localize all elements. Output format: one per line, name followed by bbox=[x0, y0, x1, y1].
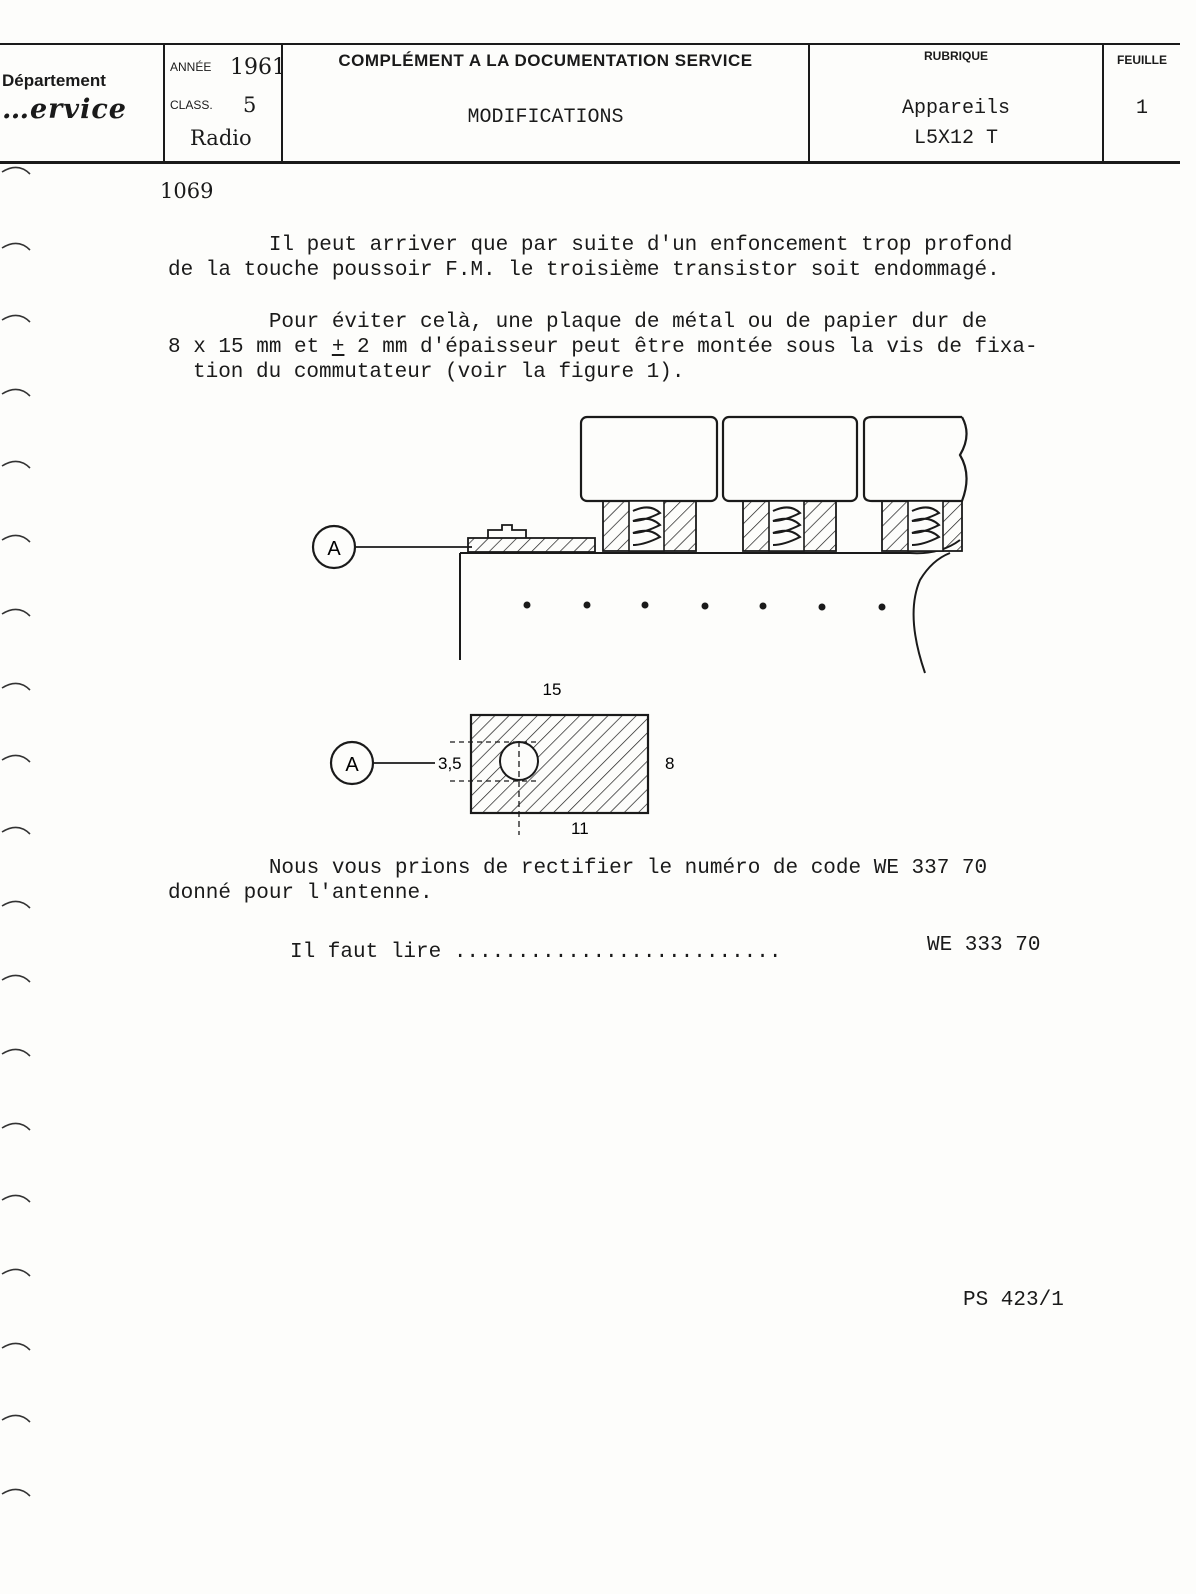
push-button-3 bbox=[864, 417, 967, 501]
footer-reference: PS 423/1 bbox=[963, 1289, 1064, 1312]
paragraph-3-line-1: Nous vous prions de rectifier le numéro de code WE 337 70 bbox=[168, 857, 988, 880]
switch-figure bbox=[300, 415, 1000, 845]
paragraph-2-line-2-start: 8 x 15 mm et bbox=[168, 336, 332, 359]
feuille-label: FEUILLE bbox=[1117, 53, 1167, 67]
dimension-height: 8 bbox=[665, 754, 675, 773]
dimension-hole-offset: 3,5 bbox=[438, 754, 462, 773]
paragraph-3-line-2: donné pour l'antenne. bbox=[168, 882, 433, 905]
push-button-2 bbox=[723, 417, 857, 501]
doc-subtitle: MODIFICATIONS bbox=[467, 106, 624, 129]
header-bottom-rule bbox=[0, 161, 1180, 164]
class-label: CLASS. bbox=[170, 98, 213, 112]
plunger-3 bbox=[882, 501, 962, 551]
plunger-1 bbox=[603, 501, 696, 551]
paragraph-2-line-1: Pour éviter celà, une plaque de métal ou de papier dur de bbox=[168, 311, 988, 334]
reference-number: 1069 bbox=[160, 179, 214, 203]
feuille-value: 1 bbox=[1135, 97, 1148, 120]
plunger-2 bbox=[743, 501, 836, 551]
correct-code-label: Il faut lire .......................... bbox=[290, 941, 782, 964]
metal-plate bbox=[468, 538, 595, 552]
rubrique-line1: Appareils bbox=[901, 97, 1011, 120]
annee-label: ANNÉE bbox=[170, 60, 212, 74]
fixing-screw bbox=[488, 525, 526, 538]
correct-code-value: WE 333 70 bbox=[927, 934, 1041, 957]
class-name: Radio bbox=[190, 126, 252, 150]
binder-tab-marks bbox=[0, 160, 40, 1560]
class-value: 5 bbox=[243, 93, 257, 117]
department-label: Département bbox=[2, 71, 106, 90]
plus-minus-sign: + bbox=[331, 336, 345, 359]
push-button-1 bbox=[581, 417, 717, 501]
plate-detail bbox=[471, 715, 648, 813]
header-top-rule bbox=[0, 43, 1180, 45]
contact-dots bbox=[524, 602, 886, 611]
header-divider bbox=[163, 43, 165, 163]
paragraph-1-line-1: Il peut arriver que par suite d'un enfoncement trop profond bbox=[168, 234, 1013, 257]
rubrique-line2: L5X12 T bbox=[913, 127, 998, 150]
annee-value: 1961 bbox=[230, 55, 286, 80]
callout-label-top: A bbox=[327, 538, 341, 560]
paragraph-2-line-2 bbox=[168, 335, 1038, 360]
paragraph-2-line-2-end: 2 mm d'épaisseur peut être montée sous la vis de fixa- bbox=[344, 336, 1038, 359]
paragraph-1-line-2: de la touche poussoir F.M. le troisième transistor soit endommagé. bbox=[168, 259, 1000, 282]
dimension-width: 15 bbox=[542, 680, 562, 699]
doc-title: COMPLÉMENT A LA DOCUMENTATION SERVICE bbox=[338, 51, 753, 70]
paragraph-2-line-3: tion du commutateur (voir la figure 1). bbox=[193, 361, 685, 384]
dimension-hole-position: 11 bbox=[571, 819, 589, 838]
callout-label-bottom: A bbox=[345, 754, 359, 776]
rubrique-label: RUBRIQUE bbox=[923, 49, 988, 63]
department-service-logo: …ervice bbox=[2, 94, 127, 125]
service-logo-text: ervice bbox=[30, 94, 127, 125]
